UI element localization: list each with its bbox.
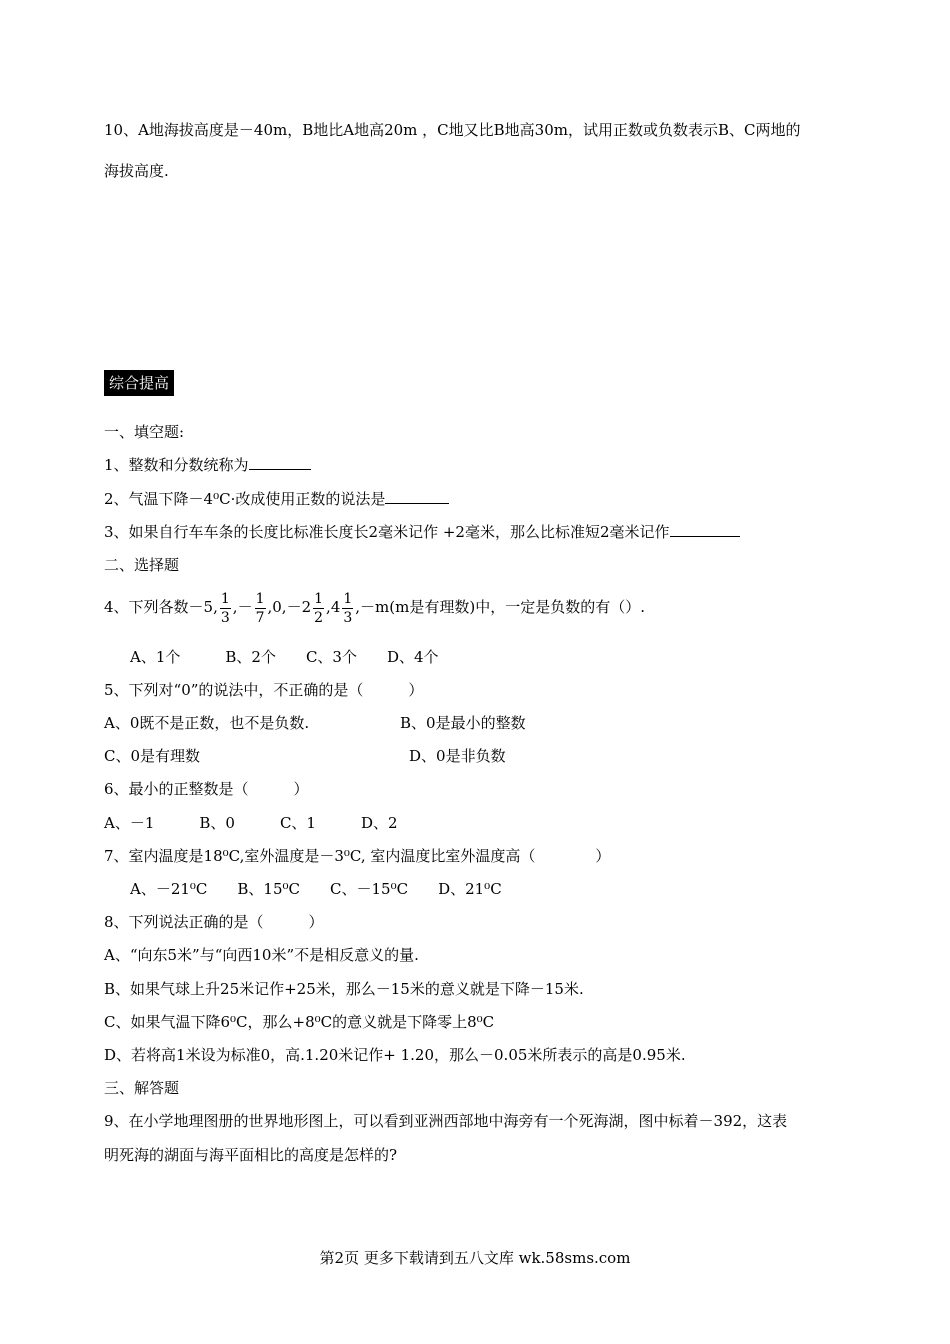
question-5-option-c: C、0是有理数 [104,747,201,765]
question-4-options: A、1个 B、2个 C、3个 D、4个 [130,648,439,666]
answer-blank [385,489,449,504]
question-6-stem: 6、最小的正整数是（ ） [104,780,309,798]
question-7-options: A、－21⁰C B、15⁰C C、－15⁰C D、21⁰C [130,880,502,898]
question-2-text: 2、气温下降－4⁰C·改成使用正数的说法是 [104,490,386,508]
part-1-heading: 一、填空题: [104,423,185,441]
question-2 [104,489,449,509]
question-8-option-a: A、“向东5米”与“向西10米”不是相反意义的量. [104,946,419,964]
question-3-text: 3、如果自行车车条的长度比标准长度长2毫米记作 +2毫米，那么比标准短2毫米记作 [104,523,670,541]
question-9-line-1: 9、在小学地理图册的世界地形图上，可以看到亚洲西部地中海旁有一个死海湖，图中标着－392，这表 [104,1112,788,1130]
page-footer: 第2页 更多下载请到五八文库 wk.58sms.com [319,1249,631,1267]
question-5-stem: 5、下列对“0”的说法中，不正确的是（ ） [104,681,424,699]
question-4 [104,588,645,627]
question-9-line-2: 明死海的湖面与海平面相比的高度是怎样的? [104,1146,398,1164]
question-1-text: 1、整数和分数统称为 [104,456,249,474]
separator: ,4 [326,598,341,616]
fraction-one-seventh: $\frac{1}{7}$ [255,590,265,626]
question-6-options: A、－1 B、0 C、1 D、2 [104,814,398,832]
question-10-line-1: 10、A地海拔高度是－40m，B地比A地高20m ，C地又比B地高30m，试用正数或负数表示B、C两地的 [104,121,801,139]
question-3 [104,522,740,542]
question-5-option-d: D、0是非负数 [409,747,506,765]
part-2-heading: 二、选择题 [104,556,180,574]
fraction-one-third-b: $\frac{1}{3}$ [343,590,353,626]
question-10-line-2: 海拔高度. [104,162,169,180]
question-8-option-b: B、如果气球上升25米记作+25米，那么－15米的意义就是下降－15米. [104,980,584,998]
section-title: 综合提高 [104,370,174,396]
separator: , [232,598,238,616]
answer-blank [249,455,311,470]
question-4-mid: ,0,－2 [267,598,312,616]
question-8-option-d: D、若将高1米设为标准0，高.1.20米记作+ 1.20，那么－0.05米所表示的高是0.95米. [104,1046,686,1064]
question-4-pre: 4、下列各数－5, [104,598,218,616]
part-3-heading: 三、解答题 [104,1079,180,1097]
question-7-stem: 7、室内温度是18⁰C,室外温度是－3⁰C, 室内温度比室外温度高（ ） [104,847,611,865]
fraction-one-third: $\frac{1}{3}$ [220,590,230,626]
answer-blank [670,522,740,537]
question-1 [104,455,311,475]
question-4-post: ,－m(m是有理数)中，一定是负数的有（）. [355,598,645,616]
question-5-option-a: A、0既不是正数，也不是负数. [104,714,310,732]
question-8-option-c: C、如果气温下降6⁰C，那么+8⁰C的意义就是下降零上8⁰C [104,1013,495,1031]
question-8-stem: 8、下列说法正确的是（ ） [104,913,324,931]
minus-sign: － [237,598,253,616]
fraction-one-half: $\frac{1}{2}$ [314,590,324,626]
question-5-option-b: B、0是最小的整数 [400,714,526,732]
